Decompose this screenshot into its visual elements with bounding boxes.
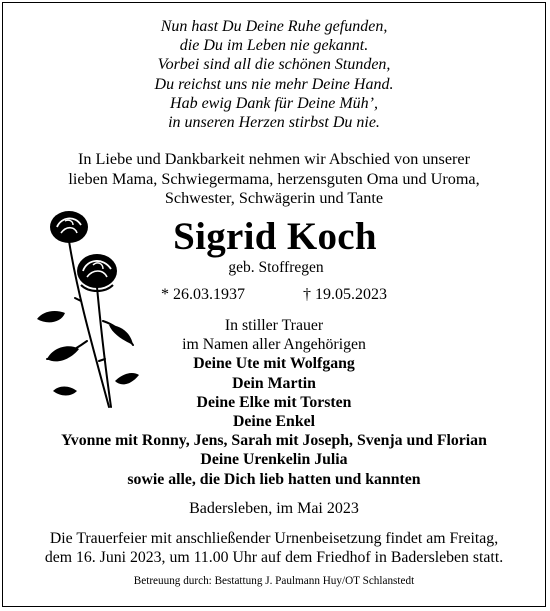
- mourner-line: im Namen aller Angehörigen: [182, 336, 366, 354]
- poem-line: in unseren Herzen stirbst Du nie.: [168, 114, 380, 132]
- poem: [3, 17, 545, 132]
- mourner-line: Deine Urenkelin Julia: [200, 451, 348, 469]
- undertaker-credit: Betreuung durch: Bestattung J. Paulmann Huy/OT Schlanstedt: [133, 575, 415, 587]
- intro-line: In Liebe und Dankbarkeit nehmen wir Abschied von unserer: [78, 150, 470, 168]
- mourner-line: sowie alle, die Dich lieb hatten und kannten: [127, 470, 421, 488]
- birth-name: geb. Stoffregen: [228, 259, 324, 276]
- mourner-line: Deine Ute mit Wolfgang: [193, 355, 355, 373]
- mourner-line: Deine Enkel: [232, 413, 316, 431]
- birth-date: * 26.03.1937: [161, 286, 245, 303]
- mourner-line: Deine Elke mit Torsten: [196, 393, 352, 411]
- mourners-list: [3, 316, 545, 489]
- place-and-date: Badersleben, im Mai 2023: [189, 500, 359, 517]
- poem-line: Vorbei sind all die schönen Stunden,: [157, 56, 391, 74]
- death-date: † 19.05.2023: [303, 286, 387, 303]
- poem-line: Hab ewig Dank für Deine Müh’,: [170, 94, 378, 112]
- funeral-line: Die Trauerfeier mit anschließender Urnenbeisetzung findet am Freitag,: [49, 530, 499, 547]
- poem-line: Nun hast Du Deine Ruhe gefunden,: [160, 18, 388, 35]
- obituary-notice: [2, 2, 546, 607]
- intro-text: [3, 150, 545, 209]
- poem-line: Du reichst uns nie mehr Deine Hand.: [154, 75, 394, 93]
- intro-line: Schwester, Schwägerin und Tante: [164, 189, 384, 208]
- poem-line: die Du im Leben nie gekannt.: [179, 37, 369, 55]
- intro-line: lieben Mama, Schwiegermama, herzensguten Oma und Uroma,: [68, 169, 480, 188]
- funeral-info: [3, 529, 545, 568]
- mourner-line: Dein Martin: [232, 374, 316, 392]
- mourner-line: Yvonne mit Ronny, Jens, Sarah mit Joseph, Svenja und Florian: [61, 432, 487, 450]
- mourner-line: In stiller Trauer: [224, 317, 324, 334]
- funeral-line: dem 16. Juni 2023, um 11.00 Uhr auf dem Friedhof in Badersleben statt.: [44, 549, 504, 567]
- deceased-name: Sigrid Koch: [173, 215, 377, 258]
